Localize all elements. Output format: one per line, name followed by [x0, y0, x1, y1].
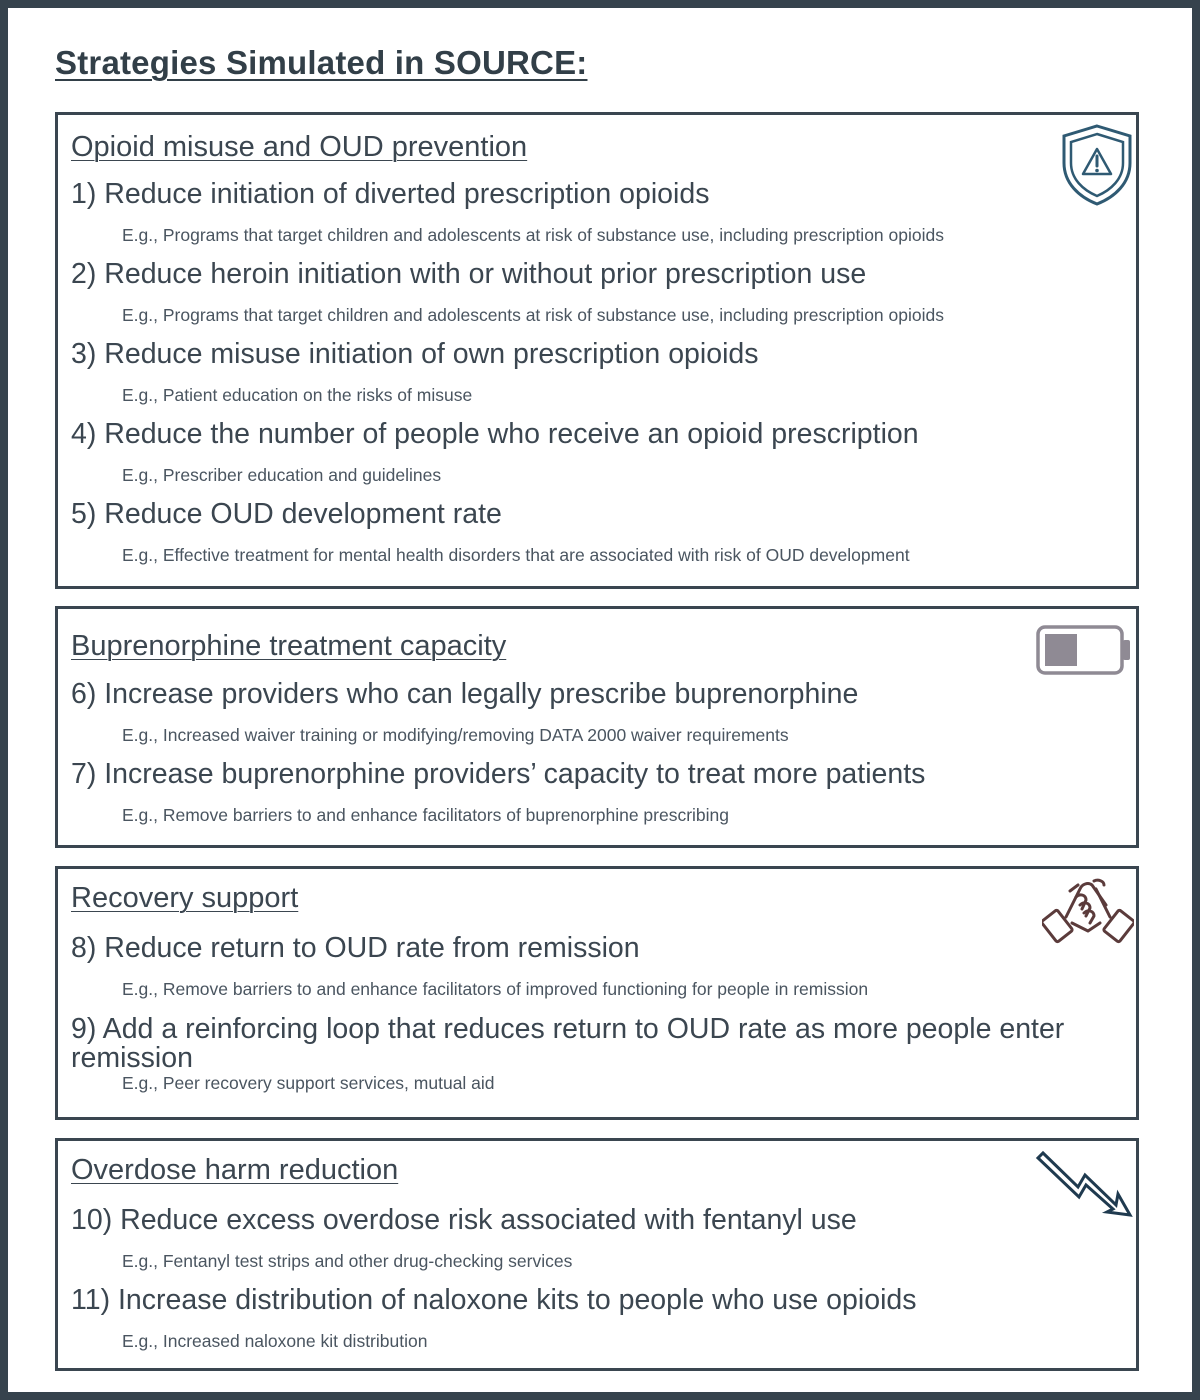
- strategy-3: 3) Reduce misuse initiation of own prescription opioids: [71, 338, 759, 370]
- section-title: Recovery support: [71, 882, 299, 914]
- strategy-2: 2) Reduce heroin initiation with or without prior prescription use: [71, 258, 867, 290]
- handshake-icon: [1042, 875, 1134, 951]
- section-recovery: [55, 866, 1139, 1120]
- section-title: Opioid misuse and OUD prevention: [71, 131, 528, 163]
- strategy-11: 11) Increase distribution of naloxone kits to people who use opioids: [71, 1284, 917, 1316]
- strategy-8: 8) Reduce return to OUD rate from remission: [71, 932, 640, 964]
- section-title: Buprenorphine treatment capacity: [71, 630, 507, 662]
- strategy-5-example: E.g., Effective treatment for mental health disorders that are associated with risk of OUD development: [122, 545, 910, 565]
- page: [8, 8, 1192, 1392]
- shield-warning-icon: [1061, 123, 1133, 207]
- strategy-1: 1) Reduce initiation of diverted prescription opioids: [71, 178, 710, 210]
- strategy-3-example: E.g., Patient education on the risks of misuse: [122, 385, 473, 405]
- battery-low-icon: [1036, 625, 1132, 677]
- strategy-6-example: E.g., Increased waiver training or modifying/removing DATA 2000 waiver requirements: [122, 725, 789, 745]
- strategy-4-example: E.g., Prescriber education and guidelines: [122, 465, 442, 485]
- strategy-9: 9) Add a reinforcing loop that reduces return to OUD rate as more people enter remission: [71, 1013, 1065, 1075]
- strategy-7: 7) Increase buprenorphine providers’ capacity to treat more patients: [71, 758, 926, 790]
- strategy-5: 5) Reduce OUD development rate: [71, 498, 502, 530]
- strategy-4: 4) Reduce the number of people who receive an opioid prescription: [71, 418, 919, 450]
- strategy-6: 6) Increase providers who can legally prescribe buprenorphine: [71, 678, 859, 710]
- trend-down-arrow-icon: [1034, 1149, 1138, 1221]
- section-buprenorphine: [55, 606, 1139, 848]
- section-prevention: [55, 112, 1139, 589]
- section-harm-reduction: [55, 1138, 1139, 1371]
- strategy-8-example: E.g., Remove barriers to and enhance facilitators of improved functioning for people in remission: [122, 979, 869, 999]
- strategy-9-example: E.g., Peer recovery support services, mutual aid: [122, 1073, 495, 1093]
- strategy-2-example: E.g., Programs that target children and adolescents at risk of substance use, including prescription opioids: [122, 305, 944, 325]
- strategy-10: 10) Reduce excess overdose risk associated with fentanyl use: [71, 1204, 857, 1236]
- section-title: Overdose harm reduction: [71, 1154, 399, 1186]
- strategy-7-example: E.g., Remove barriers to and enhance facilitators of buprenorphine prescribing: [122, 805, 730, 825]
- strategy-10-example: E.g., Fentanyl test strips and other drug-checking services: [122, 1251, 573, 1271]
- page-title: Strategies Simulated in SOURCE:: [55, 44, 588, 81]
- strategy-1-example: E.g., Programs that target children and adolescents at risk of substance use, including prescription opioids: [122, 225, 944, 245]
- strategy-11-example: E.g., Increased naloxone kit distribution: [122, 1331, 428, 1351]
